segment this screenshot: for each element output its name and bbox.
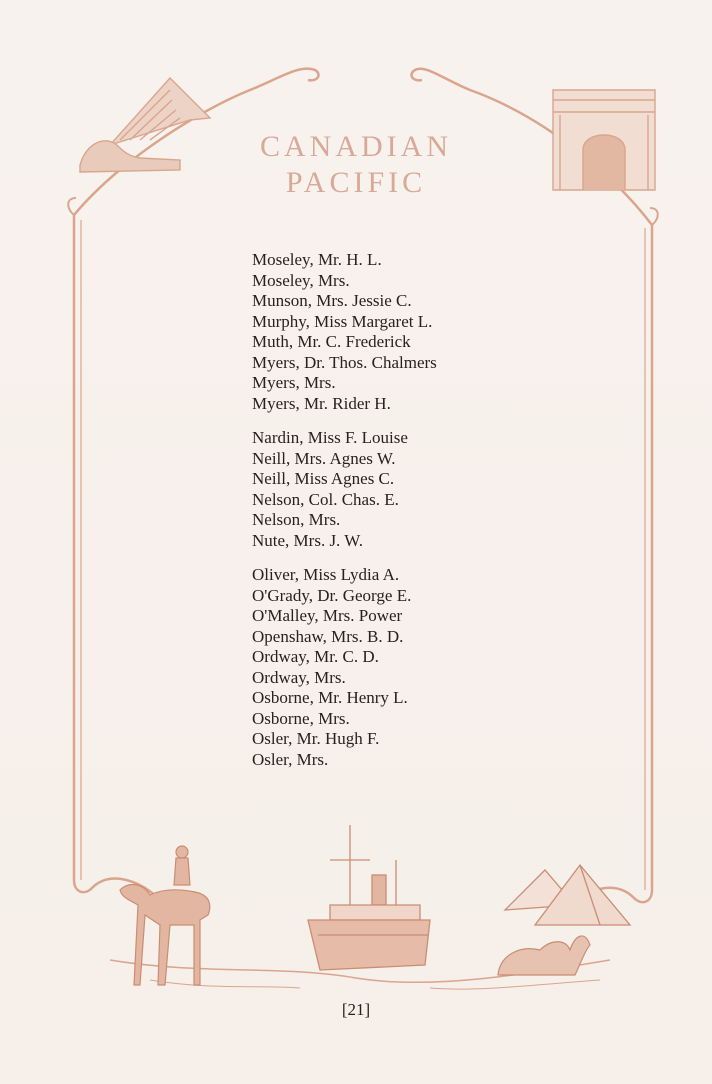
list-item: Ordway, Mr. C. D. bbox=[252, 647, 379, 666]
list-item: Neill, Miss Agnes C. bbox=[252, 469, 395, 488]
header-line-2: PACIFIC bbox=[285, 166, 427, 199]
list-item: O'Malley, Mrs. Power bbox=[252, 606, 403, 625]
list-item: O'Grady, Dr. George E. bbox=[252, 585, 412, 605]
list-item: Osborne, Mrs. bbox=[252, 708, 350, 728]
list-item: Myers, Dr. Thos. Chalmers bbox=[252, 352, 437, 372]
list-item: Munson, Mrs. Jessie C. bbox=[252, 291, 412, 310]
list-item: Nelson, Col. Chas. E. bbox=[252, 489, 399, 509]
list-item: Muth, Mr. C. Frederick bbox=[252, 332, 411, 351]
list-item: Openshaw, Mrs. B. D. bbox=[252, 626, 404, 646]
list-item: Moseley, Mr. H. L. bbox=[252, 250, 382, 269]
list-item: Nelson, Mrs. bbox=[252, 510, 341, 529]
header-line-1: CANADIAN bbox=[260, 130, 452, 163]
list-item: Murphy, Miss Margaret L. bbox=[252, 311, 433, 331]
list-item: Neill, Mrs. Agnes W. bbox=[252, 448, 396, 468]
list-group-n bbox=[252, 428, 552, 551]
list-group-m bbox=[252, 250, 552, 414]
list-item: Nardin, Miss F. Louise bbox=[252, 428, 408, 447]
list-item: Osborne, Mr. Henry L. bbox=[252, 688, 408, 707]
list-item: Osler, Mrs. bbox=[252, 749, 329, 769]
passenger-list bbox=[252, 250, 552, 784]
list-item: Moseley, Mrs. bbox=[252, 270, 350, 290]
camel-rider-icon bbox=[120, 846, 210, 985]
list-item: Ordway, Mrs. bbox=[252, 667, 346, 687]
list-item: Oliver, Miss Lydia A. bbox=[252, 565, 400, 584]
list-group-o bbox=[252, 565, 552, 770]
list-item: Myers, Mr. Rider H. bbox=[252, 393, 391, 413]
pyramids-icon bbox=[505, 865, 630, 925]
page-number: [21] bbox=[341, 1000, 371, 1019]
resting-camel-icon bbox=[498, 936, 590, 975]
list-item: Nute, Mrs. J. W. bbox=[252, 530, 363, 550]
steamship-icon bbox=[308, 825, 430, 970]
list-item: Myers, Mrs. bbox=[252, 373, 336, 392]
list-item: Osler, Mr. Hugh F. bbox=[252, 729, 380, 748]
